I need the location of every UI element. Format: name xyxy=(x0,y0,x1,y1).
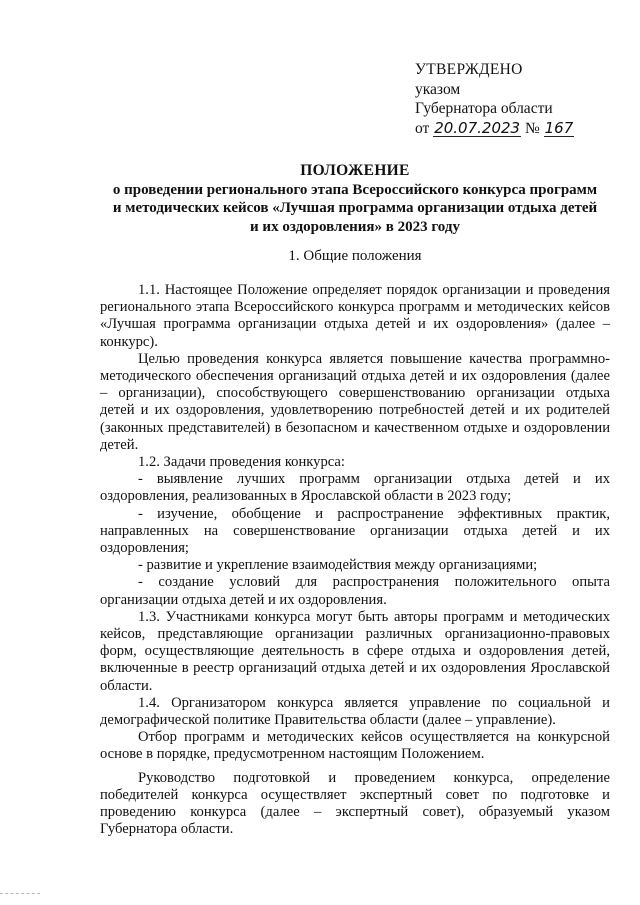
approval-heading: УТВЕРЖДЕНО xyxy=(415,61,523,78)
from-label: от xyxy=(415,119,430,137)
section-heading: 1. Общие положения xyxy=(288,248,422,264)
title-main: ПОЛОЖЕНИЕ xyxy=(300,162,410,179)
title-line-3: и их оздоровления» в 2023 году xyxy=(250,218,460,235)
handwritten-number: 167 xyxy=(544,118,574,137)
list-item-1: - выявление лучших программ организации отдыха детей и их оздоровления, реализованных в Ярославской области в 2023 году; xyxy=(100,471,610,505)
paragraph-expert-council: Руководство подготовкой и проведением конкурса, определение победителей конкурса осуществляет экспертный совет по подготовке и проведению конкурса (далее – экспертный совет), образуемый указом Губернатора области. xyxy=(100,769,610,838)
document-title xyxy=(100,162,610,236)
list-item-2: - изучение, обобщение и распространение эффективных практик, направленных на совершенствование организации отдыха детей и их оздоровления; xyxy=(100,505,610,557)
approval-date-line xyxy=(415,119,615,139)
paragraph-1-3: 1.3. Участниками конкурса могут быть авторы программ и методических кейсов, представляющие организации различных организационно-правовых форм, осуществляющие деятельность в сфере отдыха и оздоровления детей, включенные в реестр организаций отдыха детей и их оздоровления Ярославской области. xyxy=(100,608,610,694)
paragraph-1-1: 1.1. Настоящее Положение определяет порядок организации и проведения регионального этапа Всероссийского конкурса программ и методических кейсов «Лучшая программа организации отдыха детей и их оздоровления» (далее – конкурс). xyxy=(100,282,610,350)
list-item-3: - развитие и укрепление взаимодействия между организациями; xyxy=(138,557,538,574)
paragraph-1-2: 1.2. Задачи проведения конкурса: xyxy=(138,454,345,471)
handwritten-date: 20.07.2023 xyxy=(434,118,521,137)
title-line-2: и методических кейсов «Лучшая программа организации отдыха детей xyxy=(112,200,598,217)
paragraph-goal: Целью проведения конкурса является повышение качества программно-методического обеспечения организаций отдыха детей и их оздоровления (далее – организации), способствующего совершенствованию организации отдыха детей и их оздоровления, удовлетворению потребностей детей и их родителей (законных представителей) в безопасном и качественном отдыхе и оздоровлении детей. xyxy=(100,350,610,453)
approval-line-governor: Губернатора области xyxy=(415,100,553,117)
number-label: № xyxy=(524,119,540,137)
approval-line-decree: указом xyxy=(415,80,461,98)
document-body xyxy=(100,282,610,839)
list-item-4: - создание условий для распространения положительного опыта организации отдыха детей и их оздоровления. xyxy=(100,574,610,608)
scan-edge-mark xyxy=(0,893,40,898)
approval-block xyxy=(415,60,615,138)
title-line-1: о проведении регионального этапа Всероссийского конкурса программ xyxy=(112,181,598,198)
paragraph-1-4: 1.4. Организатором конкурса является управление по социальной и демографической политике Правительства области (далее – управление). xyxy=(100,694,610,729)
paragraph-selection: Отбор программ и методических кейсов осуществляется на конкурсной основе в порядке, предусмотренном настоящим Положением. xyxy=(100,729,610,763)
